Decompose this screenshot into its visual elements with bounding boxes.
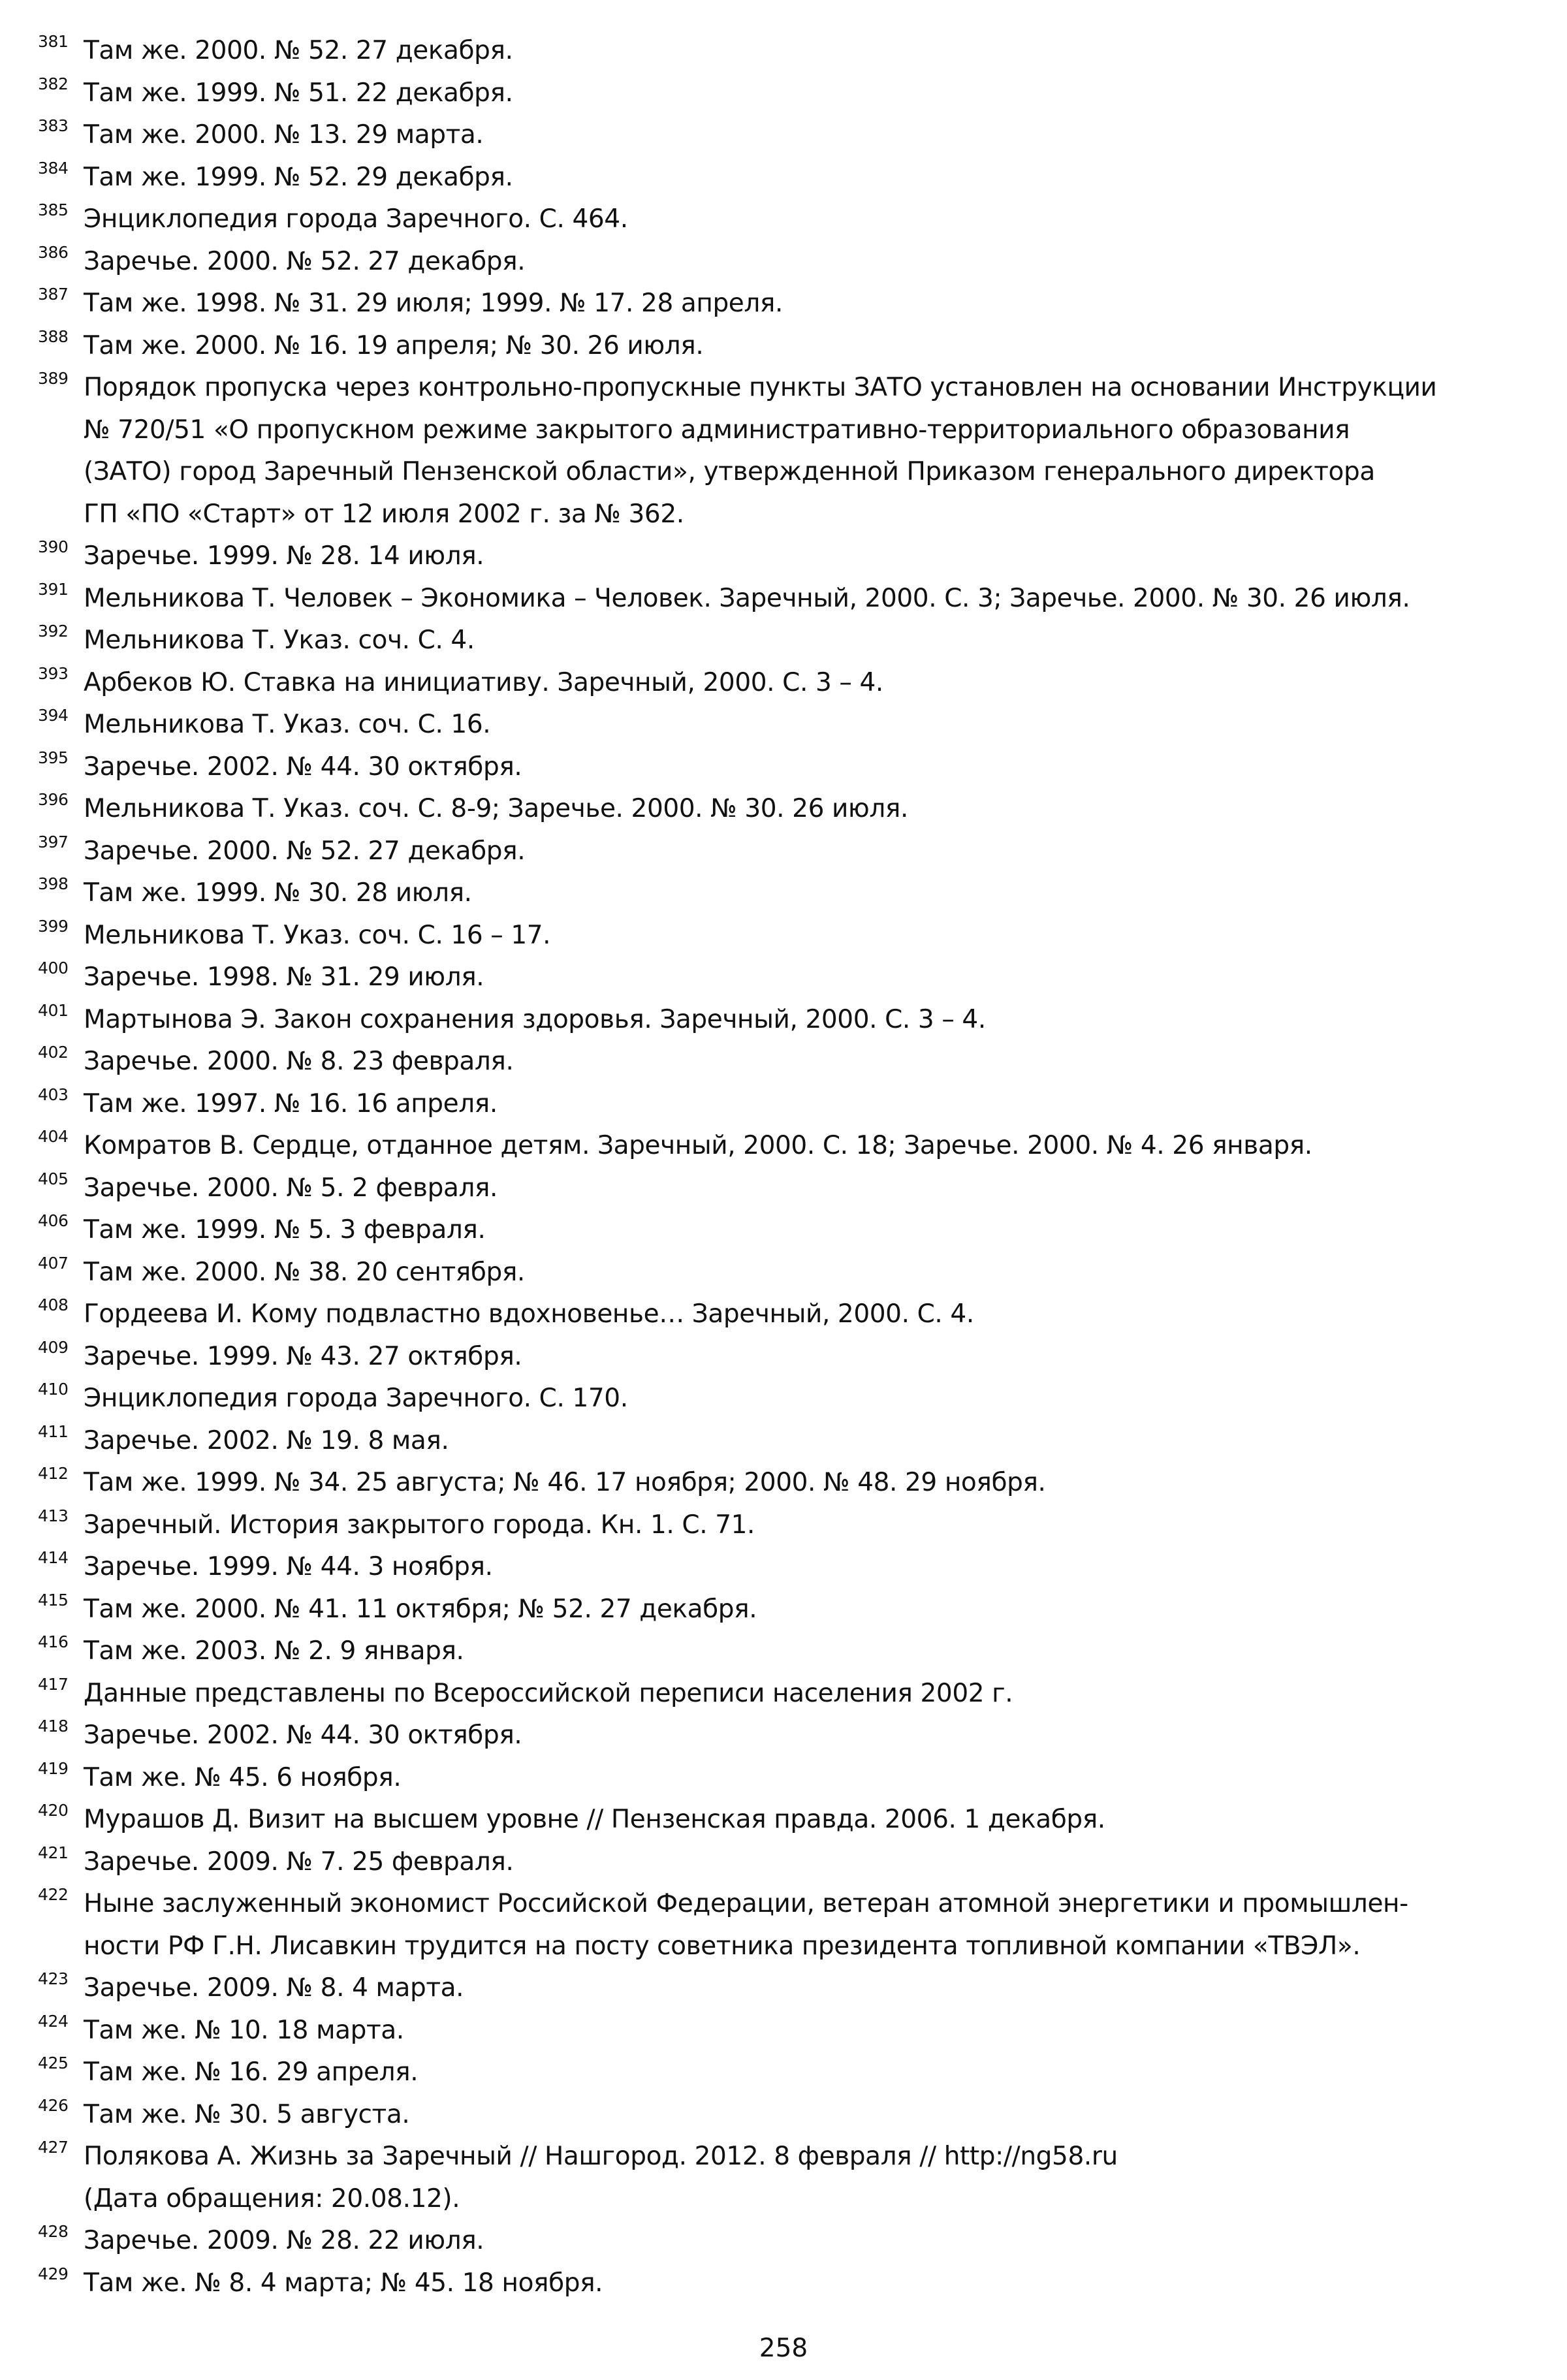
footnote-text: Полякова А. Жизнь за Заречный // Нашгород. 2012. 8 февраля // http://ng58.ru (Дата обращения: 20.08.12). xyxy=(84,2142,1118,2213)
footnote-418 xyxy=(38,1715,1540,1757)
footnote-number: 394 xyxy=(38,706,69,725)
footnote-number: 385 xyxy=(38,200,69,219)
footnote-404 xyxy=(38,1125,1540,1167)
footnote-number: 411 xyxy=(38,1421,69,1441)
footnote-number: 392 xyxy=(38,622,69,641)
footnote-list xyxy=(38,30,1540,2304)
footnote-414 xyxy=(38,1546,1540,1589)
footnote-408 xyxy=(38,1293,1540,1336)
footnote-422 xyxy=(38,1883,1540,1967)
footnote-number: 421 xyxy=(38,1843,69,1862)
footnote-text: Мельникова Т. Указ. соч. С. 8-9; Заречье. 2000. № 30. 26 июля. xyxy=(84,794,908,823)
footnote-397 xyxy=(38,831,1540,873)
page-number: 258 xyxy=(759,2334,808,2363)
footnote-text: Заречье. 1999. № 28. 14 июля. xyxy=(84,541,484,571)
footnote-number: 391 xyxy=(38,579,69,599)
footnote-text: Мельникова Т. Указ. соч. С. 16 – 17. xyxy=(84,920,551,950)
footnote-number: 428 xyxy=(38,2222,69,2241)
footnote-number: 396 xyxy=(38,790,69,809)
footnote-text: Комратов В. Сердце, отданное детям. Заречный, 2000. С. 18; Заречье. 2000. № 4. 26 января. xyxy=(84,1131,1312,1160)
footnote-number: 419 xyxy=(38,1758,69,1778)
footnote-number: 426 xyxy=(38,2095,69,2115)
footnote-text: Там же. № 30. 5 августа. xyxy=(84,2099,410,2129)
footnote-410 xyxy=(38,1378,1540,1420)
footnote-number: 408 xyxy=(38,1295,69,1314)
footnote-421 xyxy=(38,1841,1540,1884)
footnote-395 xyxy=(38,746,1540,789)
footnote-text: Там же. 1997. № 16. 16 апреля. xyxy=(84,1088,498,1119)
footnote-384 xyxy=(38,157,1540,199)
footnote-424 xyxy=(38,2010,1540,2052)
footnote-407 xyxy=(38,1252,1540,1294)
footnote-text: Заречье. 2002. № 44. 30 октября. xyxy=(84,752,522,782)
footnote-number: 413 xyxy=(38,1506,69,1525)
footnote-number: 389 xyxy=(38,369,69,388)
footnote-388 xyxy=(38,325,1540,368)
footnote-385 xyxy=(38,198,1540,241)
footnote-412 xyxy=(38,1462,1540,1504)
footnote-text: Там же. 1999. № 51. 22 декабря. xyxy=(84,78,513,108)
footnote-403 xyxy=(38,1083,1540,1126)
footnote-383 xyxy=(38,114,1540,157)
footnote-number: 424 xyxy=(38,2011,69,2031)
footnote-number: 423 xyxy=(38,1969,69,1988)
footnote-text: Заречный. История закрытого города. Кн. 1. С. 71. xyxy=(84,1510,755,1540)
footnote-415 xyxy=(38,1589,1540,1631)
footnote-text: Заречье. 2002. № 44. 30 октября. xyxy=(84,1721,522,1750)
footnote-text: Заречье. 1998. № 31. 29 июля. xyxy=(84,962,484,992)
footnote-382 xyxy=(38,72,1540,115)
footnote-number: 415 xyxy=(38,1590,69,1610)
footnote-text: Там же. № 45. 6 ноября. xyxy=(84,1762,402,1792)
footnote-390 xyxy=(38,535,1540,578)
footnote-text: Там же. № 10. 18 марта. xyxy=(84,2015,404,2045)
footnote-text: Заречье. 2000. № 52. 27 декабря. xyxy=(84,246,526,276)
footnote-426 xyxy=(38,2094,1540,2136)
footnote-number: 422 xyxy=(38,1885,69,1904)
footnote-text: Арбеков Ю. Ставка на инициативу. Заречный, 2000. С. 3 – 4. xyxy=(84,667,883,697)
footnote-number: 409 xyxy=(38,1337,69,1357)
footnote-text: Там же. 2003. № 2. 9 января. xyxy=(84,1636,464,1666)
footnote-number: 402 xyxy=(38,1043,69,1062)
footnote-text: Заречье. 2009. № 28. 22 июля. xyxy=(84,2226,484,2255)
footnote-number: 420 xyxy=(38,1801,69,1820)
footnote-number: 382 xyxy=(38,74,69,93)
footnote-number: 404 xyxy=(38,1127,69,1146)
footnote-number: 418 xyxy=(38,1717,69,1736)
footnote-401 xyxy=(38,999,1540,1041)
footnote-number: 403 xyxy=(38,1085,69,1104)
footnote-text: Там же. 1999. № 30. 28 июля. xyxy=(84,878,472,908)
footnote-text: Там же. 2000. № 41. 11 октября; № 52. 27 декабря. xyxy=(84,1594,757,1624)
footnote-427 xyxy=(38,2136,1540,2220)
footnote-text: Порядок пропуска через контрольно-пропускные пункты ЗАТО установлен на основании Инструкции № 720/51 «О пропускном режиме закрытого административно-территориального образования (ЗАТО) город Заречный Пензенской области», утвержденной Приказом генерального директора ГП «ПО «Старт» от 12 июля 2002 г. за № 362. xyxy=(84,373,1437,529)
footnote-text: Там же. 1999. № 34. 25 августа; № 46. 17 ноября; 2000. № 48. 29 ноября. xyxy=(84,1468,1046,1497)
footnote-406 xyxy=(38,1209,1540,1252)
footnote-number: 386 xyxy=(38,242,69,262)
footnote-409 xyxy=(38,1336,1540,1378)
footnote-399 xyxy=(38,915,1540,957)
footnote-number: 384 xyxy=(38,158,69,178)
footnote-428 xyxy=(38,2220,1540,2262)
footnote-number: 397 xyxy=(38,832,69,851)
footnote-416 xyxy=(38,1630,1540,1673)
footnote-text: Там же. № 16. 29 апреля. xyxy=(84,2057,419,2087)
footnote-text: Ныне заслуженный экономист Российской Федерации, ветеран атомной энергетики и промышлен- ности РФ Г.Н. Лисавкин трудится на посту советника президента топливной компании «ТВЭЛ». xyxy=(84,1889,1408,1961)
footnote-number: 399 xyxy=(38,916,69,936)
footnote-text: Мартынова Э. Закон сохранения здоровья. Заречный, 2000. С. 3 – 4. xyxy=(84,1004,986,1034)
footnote-411 xyxy=(38,1420,1540,1463)
footnote-text: Там же. 2000. № 52. 27 декабря. xyxy=(84,36,513,65)
footnote-text: Мельникова Т. Указ. соч. С. 16. xyxy=(84,710,491,739)
footnote-398 xyxy=(38,872,1540,915)
footnote-number: 401 xyxy=(38,1000,69,1020)
footnote-394 xyxy=(38,704,1540,746)
footnote-text: Мельникова Т. Человек – Экономика – Человек. Заречный, 2000. С. 3; Заречье. 2000. № 30. 26 июля. xyxy=(84,583,1410,613)
footnote-396 xyxy=(38,788,1540,831)
footnote-text: Заречье. 1999. № 43. 27 октября. xyxy=(84,1341,522,1371)
footnote-392 xyxy=(38,620,1540,662)
footnote-text: Там же. 1999. № 5. 3 февраля. xyxy=(84,1215,486,1245)
footnote-number: 405 xyxy=(38,1169,69,1188)
footnote-425 xyxy=(38,2052,1540,2094)
footnote-402 xyxy=(38,1041,1540,1083)
footnote-number: 427 xyxy=(38,2138,69,2157)
footnote-text: Там же. 2000. № 38. 20 сентября. xyxy=(84,1257,525,1287)
footnote-text: Заречье. 2000. № 52. 27 декабря. xyxy=(84,836,526,866)
footnote-number: 414 xyxy=(38,1548,69,1567)
footnote-text: Заречье. 2009. № 7. 25 февраля. xyxy=(84,1847,514,1877)
footnote-text: Энциклопедия города Заречного. С. 170. xyxy=(84,1384,628,1413)
footnote-text: Заречье. 2000. № 8. 23 февраля. xyxy=(84,1047,514,1076)
footnote-419 xyxy=(38,1757,1540,1800)
footnote-413 xyxy=(38,1504,1540,1547)
footnote-number: 390 xyxy=(38,537,69,556)
footnote-number: 425 xyxy=(38,2054,69,2072)
footnote-text: Данные представлены по Всероссийской переписи населения 2002 г. xyxy=(84,1678,1013,1708)
footnote-number: 393 xyxy=(38,663,69,683)
footnote-text: Мельникова Т. Указ. соч. С. 4. xyxy=(84,626,475,655)
footnote-405 xyxy=(38,1167,1540,1210)
footnote-text: Гордеева И. Кому подвластно вдохновенье… Заречный, 2000. С. 4. xyxy=(84,1299,974,1329)
footnote-393 xyxy=(38,662,1540,705)
footnote-number: 406 xyxy=(38,1211,69,1230)
footnote-text: Энциклопедия города Заречного. С. 464. xyxy=(84,204,628,234)
footnote-text: Заречье. 2002. № 19. 8 мая. xyxy=(84,1425,449,1455)
footnote-number: 412 xyxy=(38,1464,69,1483)
footnote-text: Там же. 1998. № 31. 29 июля; 1999. № 17. 28 апреля. xyxy=(84,289,783,318)
footnote-text: Заречье. 2009. № 8. 4 марта. xyxy=(84,1973,464,2003)
footnote-number: 417 xyxy=(38,1674,69,1694)
footnote-number: 395 xyxy=(38,748,69,767)
footnote-number: 410 xyxy=(38,1380,69,1399)
footnote-number: 383 xyxy=(38,116,69,135)
footnote-387 xyxy=(38,283,1540,325)
footnote-number: 398 xyxy=(38,874,69,893)
footnote-text: Там же. 1999. № 52. 29 декабря. xyxy=(84,162,513,192)
footnote-386 xyxy=(38,241,1540,283)
footnote-423 xyxy=(38,1967,1540,2010)
footnote-text: Там же. 2000. № 16. 19 апреля; № 30. 26 июля. xyxy=(84,330,704,360)
footnote-429 xyxy=(38,2262,1540,2305)
footnote-text: Там же. 2000. № 13. 29 марта. xyxy=(84,120,484,150)
footnote-number: 381 xyxy=(38,32,69,51)
footnote-number: 388 xyxy=(38,326,69,346)
footnote-389 xyxy=(38,367,1540,535)
footnote-number: 387 xyxy=(38,285,69,304)
footnote-number: 429 xyxy=(38,2264,69,2283)
footnote-text: Мурашов Д. Визит на высшем уровне // Пензенская правда. 2006. 1 декабря. xyxy=(84,1805,1105,1834)
footnote-391 xyxy=(38,578,1540,620)
footnote-text: Там же. № 8. 4 марта; № 45. 18 ноября. xyxy=(84,2268,603,2298)
footnote-number: 407 xyxy=(38,1253,69,1273)
footnote-381 xyxy=(38,30,1540,72)
footnote-number: 400 xyxy=(38,959,69,977)
footnote-417 xyxy=(38,1673,1540,1715)
footnote-number: 416 xyxy=(38,1632,69,1651)
footnote-420 xyxy=(38,1799,1540,1841)
footnote-400 xyxy=(38,957,1540,999)
footnote-text: Заречье. 1999. № 44. 3 ноября. xyxy=(84,1552,493,1581)
footnote-text: Заречье. 2000. № 5. 2 февраля. xyxy=(84,1173,498,1203)
